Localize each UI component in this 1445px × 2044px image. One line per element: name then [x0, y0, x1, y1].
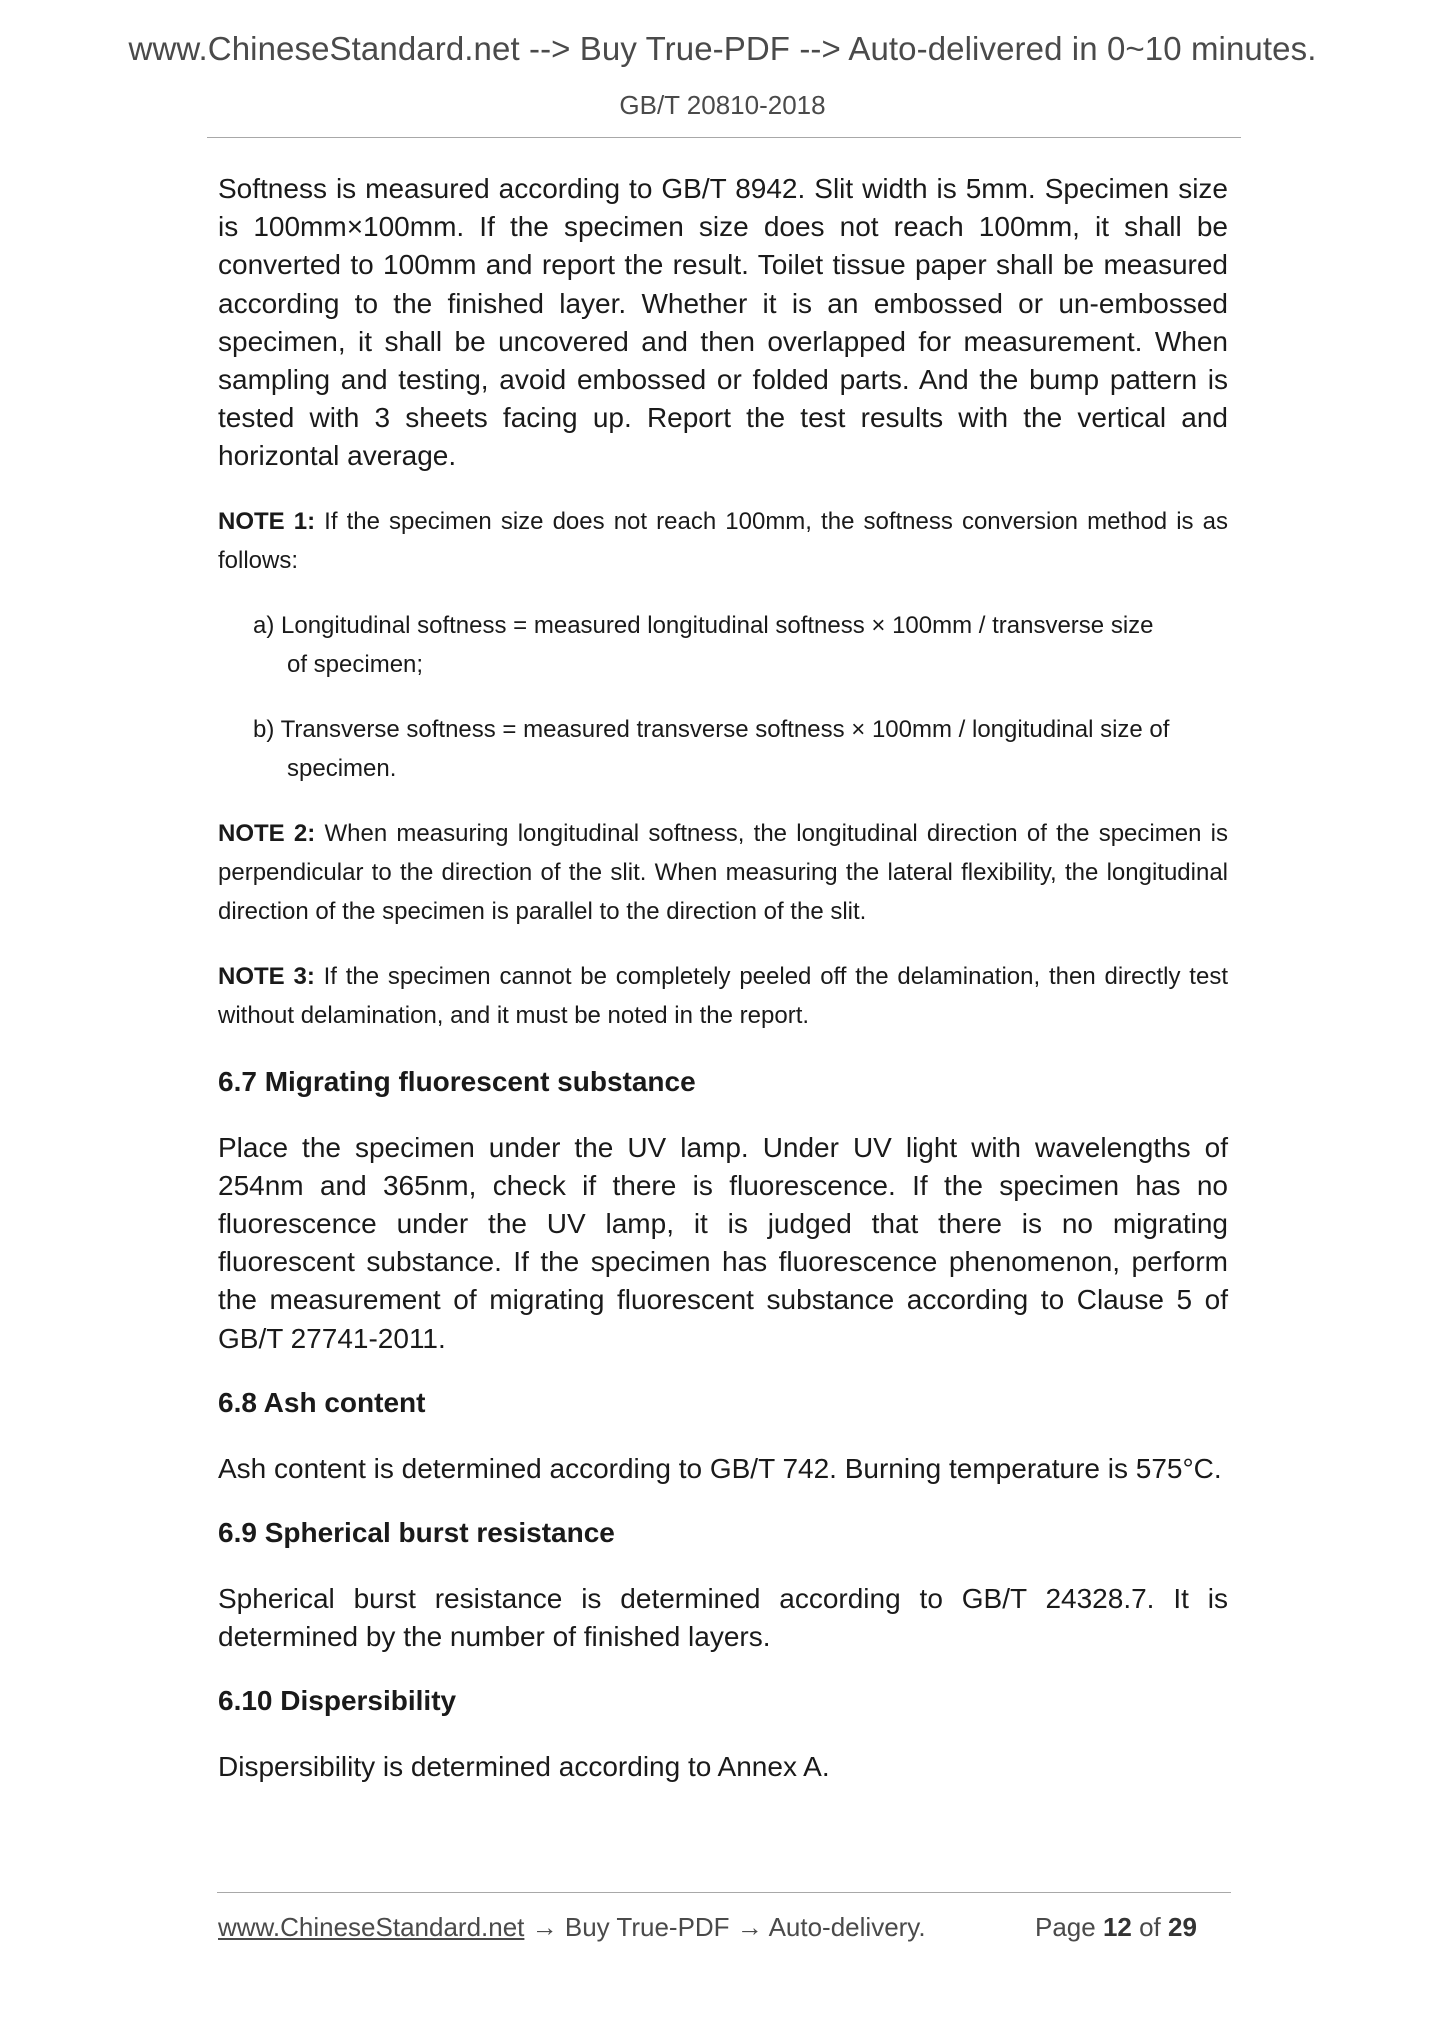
section-6-8-heading: 6.8 Ash content [218, 1386, 426, 1418]
section-6-7-heading: 6.7 Migrating fluorescent substance [218, 1065, 696, 1097]
section-6-9-paragraph: Spherical burst resistance is determined according to GB/T 24328.7. It is determined by the number of finished layers. [218, 1583, 1228, 1653]
footer-site-link[interactable]: www.ChineseStandard.net [218, 1912, 525, 1942]
footer-promo-text: → Buy True-PDF → Auto-delivery. [524, 1912, 926, 1942]
note-3-text: If the specimen cannot be completely peeled off the delamination, then directly test without delamination, and it must be noted in the report. [218, 962, 1228, 1029]
footer-divider [217, 1892, 1231, 1893]
section-6-9-heading: 6.9 Spherical burst resistance [218, 1517, 615, 1549]
site-banner: www.ChineseStandard.net --> Buy True-PDF --> Auto-delivered in 0~10 minutes. [128, 30, 1317, 67]
note-1-text: If the specimen size does not reach 100mm, the softness conversion method is as follows: [218, 507, 1228, 574]
note-3 [218, 957, 1228, 1035]
page-content [218, 170, 1228, 1787]
note-2-text: When measuring longitudinal softness, the longitudinal direction of the specimen is perpendicular to the direction of the slit. When measuring the lateral flexibility, the longitudinal direction of the specimen is parallel to the direction of the slit. [218, 819, 1228, 925]
current-page-number: 12 [1102, 1912, 1132, 1942]
list-item-b-line1: b) Transverse softness = measured transverse softness × 100mm / longitudinal size of [253, 715, 1170, 743]
total-pages-number: 29 [1168, 1912, 1197, 1942]
list-item-b-line2: specimen. [287, 754, 397, 782]
note-2 [218, 814, 1228, 931]
header-divider [207, 137, 1241, 138]
standard-number: GB/T 20810-2018 [619, 90, 826, 120]
list-item-a [218, 606, 1228, 684]
page-indicator [1035, 1912, 1197, 1943]
section-6-10-heading: 6.10 Dispersibility [218, 1685, 457, 1717]
note-1-label: NOTE 1: [218, 507, 316, 535]
note-2-label: NOTE 2: [218, 819, 316, 847]
section-6-7-paragraph: Place the specimen under the UV lamp. Under UV light with wavelengths of 254nm and 365nm, check if there is fluorescence. If the specimen has no fluorescence under the UV lamp, it is judged that there is no migrating fluorescent substance. If the specimen has fluorescence phenomenon, perform the measurement of migrating fluorescent substance according to Clause 5 of GB/T 27741-2011. [218, 1131, 1228, 1354]
note-1 [218, 502, 1228, 580]
section-6-10-paragraph: Dispersibility is determined according to Annex A. [218, 1751, 830, 1783]
list-item-a-line1: a) Longitudinal softness = measured longitudinal softness × 100mm / transverse size [253, 611, 1154, 639]
note-3-label: NOTE 3: [218, 962, 315, 990]
page-word: Page [1035, 1912, 1103, 1942]
of-word: of [1131, 1912, 1169, 1942]
section-6-8-paragraph: Ash content is determined according to GB/T 742. Burning temperature is 575°C. [218, 1452, 1222, 1484]
list-item-a-line2: of specimen; [287, 650, 424, 678]
footer-promo [218, 1912, 926, 1943]
softness-paragraph: Softness is measured according to GB/T 8942. Slit width is 5mm. Specimen size is 100mm×100mm. If the specimen size does not reach 100mm, it shall be converted to 100mm and report the result. Toilet tissue paper shall be measured according to the finished layer. Whether it is an embossed or un-embossed specimen, it shall be uncovered and then overlapped for measurement. When sampling and testing, avoid embossed or folded parts. And the bump pattern is tested with 3 sheets facing up. Report the test results with the vertical and horizontal average. [218, 173, 1228, 472]
list-item-b [218, 710, 1228, 788]
